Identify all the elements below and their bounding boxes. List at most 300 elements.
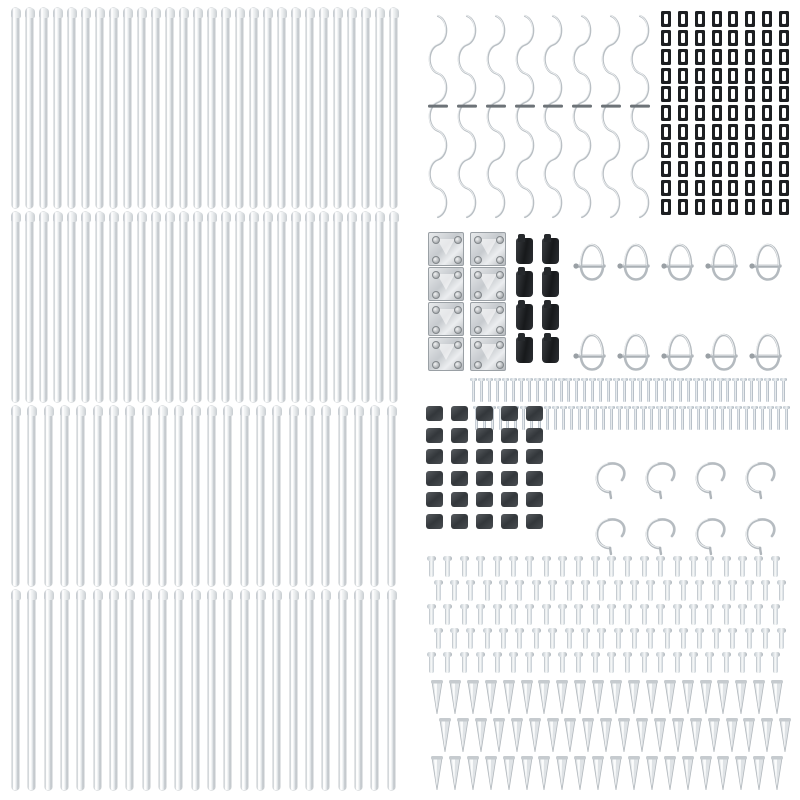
- rubber-spacer-pad: [501, 514, 518, 529]
- bracket-screw-hole: [496, 291, 504, 299]
- self-tapping-screw: [713, 406, 716, 430]
- bracket-screw-hole: [474, 341, 482, 349]
- rubber-spacer-pad: [426, 428, 443, 443]
- self-tapping-screw: [769, 406, 772, 430]
- frame-rod: [180, 212, 187, 402]
- film-clip: [728, 124, 738, 140]
- nail-peg: [773, 654, 778, 673]
- frame-rod: [143, 406, 150, 586]
- rubber-spacer-pad: [526, 449, 543, 464]
- self-tapping-screw: [642, 406, 645, 430]
- ground-anchor-spike: [448, 756, 462, 792]
- nail-peg: [511, 654, 516, 673]
- film-clip: [695, 105, 705, 121]
- frame-rod: [28, 406, 35, 586]
- bracket-screw-hole: [454, 236, 462, 244]
- corner-bracket: [470, 267, 506, 301]
- film-clip: [695, 142, 705, 158]
- film-clip: [779, 180, 789, 196]
- nail-peg: [730, 582, 735, 601]
- film-clip: [712, 199, 722, 215]
- nail-peg: [452, 582, 457, 601]
- ground-anchor-spike: [573, 680, 587, 716]
- film-clip: [661, 161, 671, 177]
- ground-anchor-spike: [448, 680, 462, 716]
- coil-spring: [424, 10, 452, 225]
- film-clip: [728, 161, 738, 177]
- self-tapping-screw: [689, 406, 692, 430]
- nail-peg: [625, 558, 630, 577]
- self-tapping-screw: [737, 406, 740, 430]
- bracket-screw-hole: [474, 361, 482, 369]
- plastic-end-cap: [516, 238, 533, 264]
- film-clip: [728, 30, 738, 46]
- frame-rod: [166, 8, 173, 208]
- film-clip: [745, 199, 755, 215]
- rubber-spacer-pad: [526, 471, 543, 486]
- bracket-screw-hole: [474, 306, 482, 314]
- nail-peg: [658, 558, 663, 577]
- frame-rod: [175, 590, 182, 790]
- ground-anchor-spike: [528, 718, 542, 754]
- self-tapping-screw: [618, 406, 621, 430]
- self-tapping-screw: [634, 406, 637, 430]
- nail-peg: [560, 606, 565, 625]
- film-clip: [661, 105, 671, 121]
- frame-rod: [273, 406, 280, 586]
- coil-spring: [453, 10, 481, 225]
- self-tapping-screw: [586, 406, 589, 430]
- film-clip: [728, 49, 738, 65]
- nail-peg: [567, 582, 572, 601]
- nail-peg: [773, 558, 778, 577]
- ground-anchor-spike: [617, 718, 631, 754]
- nail-peg: [599, 630, 604, 649]
- film-clip: [762, 105, 772, 121]
- ground-anchor-spike: [752, 680, 766, 716]
- wire-hook: [738, 444, 782, 502]
- bracket-screw-hole: [496, 306, 504, 314]
- nail-peg: [691, 558, 696, 577]
- frame-rod: [371, 590, 378, 790]
- frame-rod: [273, 590, 280, 790]
- film-clip: [712, 49, 722, 65]
- film-clip: [661, 124, 671, 140]
- film-clip: [762, 49, 772, 65]
- film-clip: [695, 49, 705, 65]
- ground-anchor-spike: [778, 718, 792, 754]
- frame-rod: [388, 406, 395, 586]
- nail-peg: [648, 630, 653, 649]
- self-tapping-screw: [742, 378, 745, 402]
- self-tapping-screw: [631, 378, 634, 402]
- frame-rod: [348, 8, 355, 208]
- spring-lock-pin: [746, 232, 788, 290]
- rubber-spacer-pad: [426, 471, 443, 486]
- frame-rod: [192, 590, 199, 790]
- self-tapping-screw: [570, 406, 573, 430]
- bracket-screw-hole: [432, 236, 440, 244]
- film-clip: [695, 161, 705, 177]
- ground-anchor-spike: [492, 718, 506, 754]
- frame-rod: [12, 8, 19, 208]
- rubber-spacer-pad: [451, 406, 468, 421]
- ground-anchor-spike: [609, 680, 623, 716]
- nail-peg: [550, 630, 555, 649]
- film-clip: [712, 142, 722, 158]
- frame-rod: [194, 8, 201, 208]
- bracket-screw-hole: [454, 306, 462, 314]
- frame-rod: [194, 212, 201, 402]
- frame-rod: [306, 590, 313, 790]
- self-tapping-screw: [488, 378, 491, 402]
- wire-hook-group: [588, 444, 794, 558]
- ground-anchor-spike: [716, 680, 730, 716]
- frame-rod: [40, 212, 47, 402]
- film-clip: [678, 142, 688, 158]
- nail-peg: [740, 654, 745, 673]
- self-tapping-screw: [697, 406, 700, 430]
- rubber-spacer-pad: [426, 514, 443, 529]
- film-clip: [695, 180, 705, 196]
- frame-rod: [54, 212, 61, 402]
- ground-anchor-spike: [573, 756, 587, 792]
- rubber-pad-group: [424, 404, 558, 538]
- film-clip: [779, 124, 789, 140]
- nail-peg: [724, 654, 729, 673]
- film-clip: [728, 86, 738, 102]
- nail-peg: [445, 558, 450, 577]
- plastic-end-cap: [542, 337, 559, 363]
- frame-rod: [12, 212, 19, 402]
- film-clip: [762, 180, 772, 196]
- rod-group-row-3: [10, 406, 410, 586]
- frame-rod: [126, 590, 133, 790]
- spring-lock-pin: [570, 232, 612, 290]
- nail-peg: [462, 606, 467, 625]
- frame-rod: [339, 590, 346, 790]
- ground-anchor-spike: [599, 718, 613, 754]
- rubber-spacer-pad: [526, 492, 543, 507]
- ground-anchor-spike: [430, 756, 444, 792]
- ground-anchor-spike: [438, 718, 452, 754]
- frame-rod: [222, 212, 229, 402]
- self-tapping-screw: [734, 378, 737, 402]
- film-clip: [712, 11, 722, 27]
- ground-anchor-spike: [484, 756, 498, 792]
- nail-peg: [747, 630, 752, 649]
- ground-anchor-spike: [456, 718, 470, 754]
- rubber-spacer-pad: [476, 406, 493, 421]
- wire-hook: [588, 444, 632, 502]
- rubber-spacer-pad: [501, 406, 518, 421]
- nail-peg: [665, 630, 670, 649]
- self-tapping-screw: [782, 378, 785, 402]
- frame-rod: [236, 8, 243, 208]
- frame-rod: [278, 8, 285, 208]
- frame-rod: [355, 406, 362, 586]
- nail-peg: [658, 654, 663, 673]
- nail-peg: [763, 630, 768, 649]
- bracket-screw-hole: [496, 256, 504, 264]
- frame-rod: [94, 406, 101, 586]
- self-tapping-screw: [607, 378, 610, 402]
- frame-rod: [306, 406, 313, 586]
- ground-anchor-spike: [770, 756, 784, 792]
- nail-peg: [511, 606, 516, 625]
- film-clip: [728, 199, 738, 215]
- frame-rod: [77, 590, 84, 790]
- rubber-spacer-pad: [451, 514, 468, 529]
- rubber-spacer-pad: [501, 449, 518, 464]
- coil-spring: [597, 10, 625, 225]
- nail-peg: [747, 582, 752, 601]
- frame-rod: [61, 590, 68, 790]
- self-tapping-screw: [785, 406, 788, 430]
- self-tapping-screw: [594, 406, 597, 430]
- ground-anchor-spike: [520, 680, 534, 716]
- nail-peg: [779, 582, 784, 601]
- nail-peg: [478, 606, 483, 625]
- ground-anchor-spike: [653, 718, 667, 754]
- rubber-spacer-pad: [451, 449, 468, 464]
- bracket-screw-hole: [474, 256, 482, 264]
- film-clip: [728, 180, 738, 196]
- film-clip: [695, 30, 705, 46]
- frame-rod: [278, 212, 285, 402]
- frame-rod: [222, 8, 229, 208]
- rod-group-row-4: [10, 590, 410, 790]
- coil-spring: [511, 10, 539, 225]
- ground-anchor-spike: [520, 756, 534, 792]
- nail-peg: [648, 582, 653, 601]
- nail-peg: [763, 582, 768, 601]
- film-clip: [678, 161, 688, 177]
- film-clip: [728, 11, 738, 27]
- nail-peg: [730, 630, 735, 649]
- ground-anchor-spike: [734, 756, 748, 792]
- film-clip: [745, 142, 755, 158]
- nail-peg: [429, 558, 434, 577]
- film-clip: [779, 49, 789, 65]
- self-tapping-screw: [774, 378, 777, 402]
- frame-rod: [82, 8, 89, 208]
- ground-anchor-spike: [466, 756, 480, 792]
- ground-anchor-spike: [734, 680, 748, 716]
- self-tapping-screw: [562, 406, 565, 430]
- self-tapping-screw: [536, 378, 539, 402]
- bracket-screw-hole: [474, 236, 482, 244]
- ground-anchor-spike: [707, 718, 721, 754]
- frame-rod: [192, 406, 199, 586]
- self-tapping-screw: [681, 406, 684, 430]
- frame-rod: [143, 590, 150, 790]
- nail-peg: [527, 654, 532, 673]
- rubber-spacer-pad: [426, 492, 443, 507]
- nail-peg: [583, 630, 588, 649]
- wire-hook: [738, 500, 782, 558]
- nail-peg: [625, 654, 630, 673]
- self-tapping-screw: [504, 378, 507, 402]
- film-clip: [779, 30, 789, 46]
- frame-rod: [241, 406, 248, 586]
- rubber-spacer-pad: [426, 449, 443, 464]
- nail-peg: [567, 630, 572, 649]
- spring-lock-pin: [570, 322, 612, 380]
- lock-pin-group: [570, 232, 794, 368]
- film-clip: [762, 199, 772, 215]
- rod-group-row-1: [10, 8, 410, 208]
- bracket-screw-hole: [454, 326, 462, 334]
- corner-bracket: [428, 267, 464, 301]
- nail-peg: [773, 606, 778, 625]
- frame-rod: [208, 8, 215, 208]
- ground-anchor-spike: [563, 718, 577, 754]
- film-clip: [779, 199, 789, 215]
- film-clip: [661, 142, 671, 158]
- nail-peg: [681, 582, 686, 601]
- nail-peg: [616, 630, 621, 649]
- nail-peg: [544, 606, 549, 625]
- film-clip: [745, 68, 755, 84]
- frame-rod: [241, 590, 248, 790]
- ground-anchor-spike: [546, 718, 560, 754]
- frame-rod: [362, 212, 369, 402]
- self-tapping-screw: [761, 406, 764, 430]
- nail-peg: [576, 606, 581, 625]
- self-tapping-screw: [671, 378, 674, 402]
- plastic-end-cap: [516, 337, 533, 363]
- film-clip: [779, 105, 789, 121]
- self-tapping-screw: [544, 378, 547, 402]
- self-tapping-screw: [703, 378, 706, 402]
- spring-lock-pin: [614, 232, 656, 290]
- bracket-screw-hole: [496, 236, 504, 244]
- rubber-spacer-pad: [451, 492, 468, 507]
- plastic-end-cap: [516, 271, 533, 297]
- frame-rod: [264, 8, 271, 208]
- self-tapping-screw: [726, 378, 729, 402]
- film-clip: [745, 30, 755, 46]
- frame-rod: [45, 590, 52, 790]
- ground-anchor-spike: [699, 756, 713, 792]
- nail-peg: [560, 558, 565, 577]
- nail-peg: [724, 558, 729, 577]
- self-tapping-screw: [610, 406, 613, 430]
- ground-anchor-spike: [699, 680, 713, 716]
- nail-peg: [740, 558, 745, 577]
- frame-rod: [61, 406, 68, 586]
- self-tapping-screw: [647, 378, 650, 402]
- self-tapping-screw: [639, 378, 642, 402]
- nail-peg: [616, 582, 621, 601]
- end-cap-group: [516, 234, 568, 368]
- nail-peg: [625, 606, 630, 625]
- rubber-spacer-pad: [526, 428, 543, 443]
- frame-rod: [250, 212, 257, 402]
- nail-peg: [485, 582, 490, 601]
- frame-rod: [152, 8, 159, 208]
- film-clip: [661, 199, 671, 215]
- bracket-screw-hole: [432, 326, 440, 334]
- ground-anchor-spike: [681, 680, 695, 716]
- nail-peg: [756, 654, 761, 673]
- film-clip: [695, 86, 705, 102]
- plastic-end-cap: [542, 304, 559, 330]
- nail-peg: [495, 606, 500, 625]
- frame-rod: [208, 212, 215, 402]
- nail-peg: [495, 558, 500, 577]
- nail-peg: [534, 582, 539, 601]
- nail-peg: [511, 558, 516, 577]
- nail-peg: [756, 606, 761, 625]
- self-tapping-screw: [721, 406, 724, 430]
- frame-rod: [110, 406, 117, 586]
- wire-hook: [688, 444, 732, 502]
- nail-peg: [707, 606, 712, 625]
- bracket-screw-hole: [432, 306, 440, 314]
- frame-rod: [348, 212, 355, 402]
- frame-rod: [68, 212, 75, 402]
- film-clip: [712, 161, 722, 177]
- ground-anchor-spike: [581, 718, 595, 754]
- ground-anchor-spike: [645, 680, 659, 716]
- nail-peg: [501, 582, 506, 601]
- frame-rod: [138, 8, 145, 208]
- ground-anchor-spike: [466, 680, 480, 716]
- nail-peg: [534, 630, 539, 649]
- bracket-screw-hole: [474, 291, 482, 299]
- frame-rod: [306, 212, 313, 402]
- self-tapping-screw: [560, 378, 563, 402]
- nail-peg: [642, 654, 647, 673]
- frame-rod: [54, 8, 61, 208]
- frame-rod: [152, 212, 159, 402]
- bracket-screw-hole: [496, 326, 504, 334]
- frame-rod: [208, 590, 215, 790]
- nail-peg: [707, 654, 712, 673]
- film-clip: [678, 199, 688, 215]
- plastic-end-cap: [542, 238, 559, 264]
- ground-anchor-spike: [627, 756, 641, 792]
- nail-peg: [691, 606, 696, 625]
- film-clip: [712, 105, 722, 121]
- rubber-spacer-pad: [476, 492, 493, 507]
- frame-rod: [96, 8, 103, 208]
- self-tapping-screw: [679, 378, 682, 402]
- nail-peg: [632, 582, 637, 601]
- nail-peg: [468, 630, 473, 649]
- self-tapping-screw: [472, 378, 475, 402]
- coil-spring: [539, 10, 567, 225]
- frame-rod: [236, 212, 243, 402]
- nail-peg: [429, 606, 434, 625]
- frame-rod: [376, 212, 383, 402]
- nail-peg: [756, 558, 761, 577]
- bracket-screw-hole: [432, 341, 440, 349]
- film-clip: [779, 142, 789, 158]
- film-clip: [678, 30, 688, 46]
- nail-peg: [675, 654, 680, 673]
- nail-peg: [665, 582, 670, 601]
- corner-bracket: [470, 232, 506, 266]
- self-tapping-screw: [583, 378, 586, 402]
- self-tapping-screw: [567, 378, 570, 402]
- nail-peg: [779, 630, 784, 649]
- self-tapping-screw: [711, 378, 714, 402]
- self-tapping-screw: [705, 406, 708, 430]
- nail-peg: [429, 654, 434, 673]
